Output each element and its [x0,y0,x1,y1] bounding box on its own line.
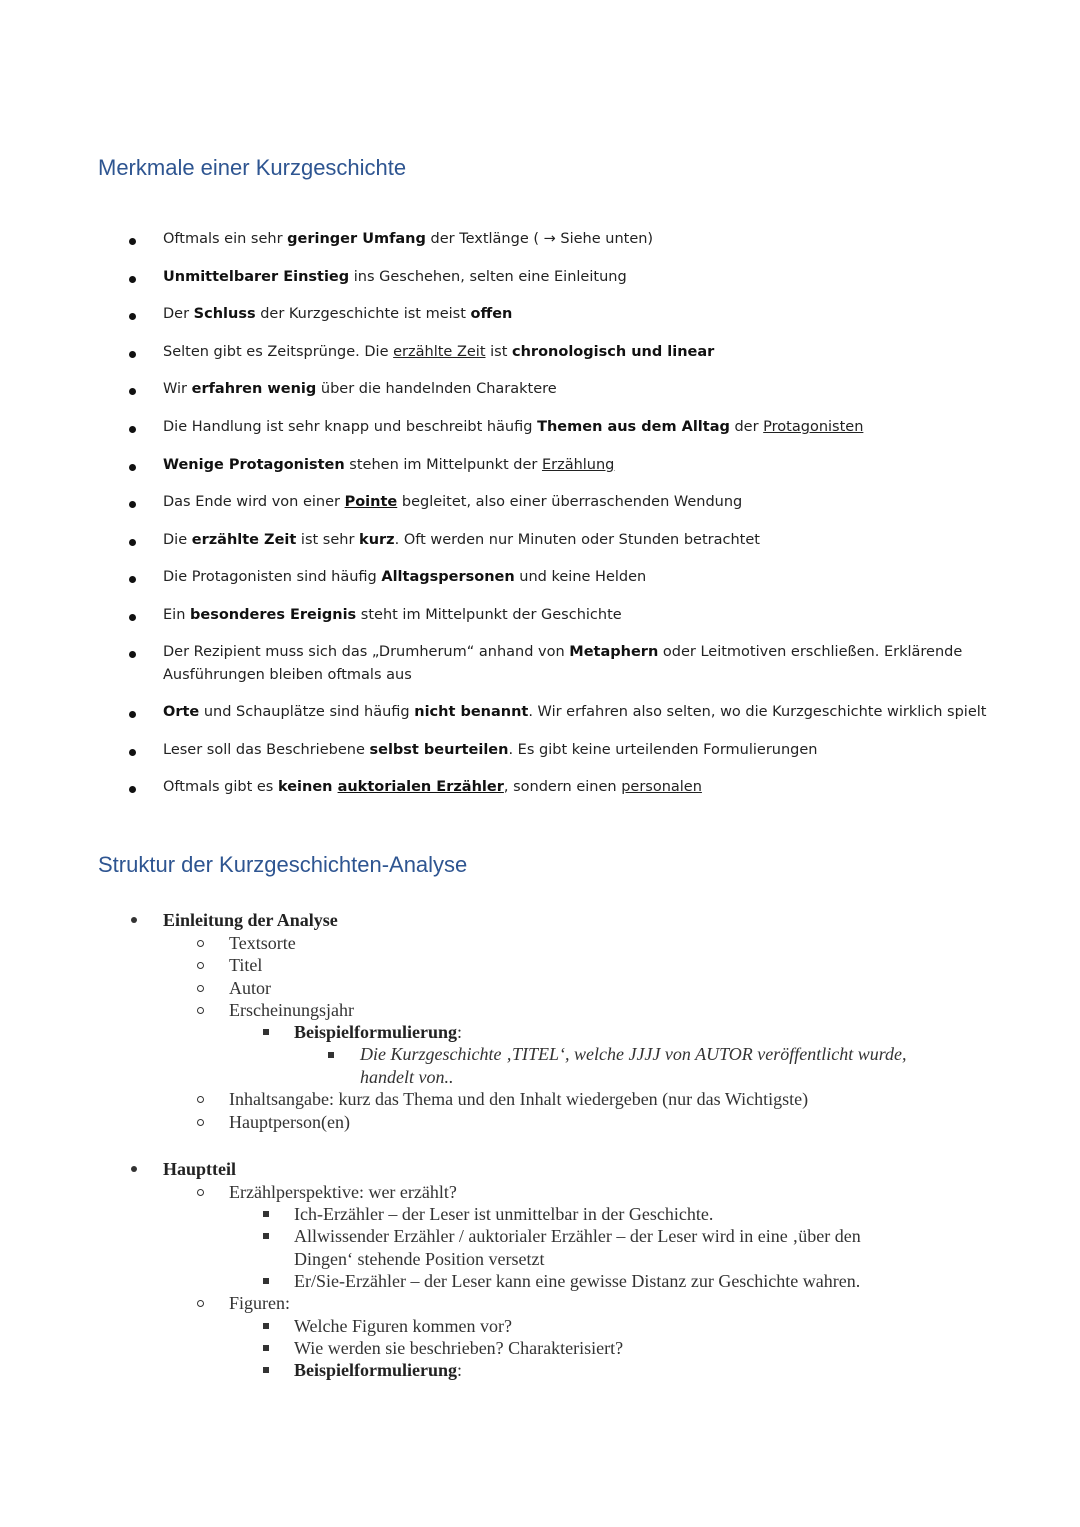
text-run: begleitet, also einer überraschenden Wendung [397,494,743,510]
list-item: Allwissender Erzähler / auktorialer Erzähler – der Leser wird in eine ‚über den [294,1226,861,1246]
text-run: der Textlänge ( → Siehe unten) [425,231,654,247]
section-title-merkmale: Merkmale einer Kurzgeschichte [98,155,407,180]
bullet-dot [129,786,136,793]
text-run: Protagonisten [763,419,864,435]
bullet-dot [129,313,136,320]
text-run: Erzählung [541,457,615,473]
text-run: Oftmals gibt es [163,779,278,795]
text-run: über die handelnden Charaktere [316,381,557,397]
text-run: . Wir erfahren also selten, wo die Kurzgeschichte wirklich spielt [528,704,987,720]
text-run: erzählte Zeit [191,532,297,548]
bullet-dot [129,464,136,471]
text-run: Das Ende wird von einer [163,494,345,510]
text-run: Unmittelbarer Einstieg [163,269,350,285]
text-run: personalen [621,779,702,795]
bullet-circle [197,1007,204,1014]
bullet-square [263,1278,269,1284]
text-run: , sondern einen [503,779,622,795]
text-run: nicht benannt [414,704,529,720]
text-run: . Oft werden nur Minuten oder Stunden betrachtet [394,532,760,548]
feature-text [163,739,993,762]
beispiel-label: Beispielformulierung: [294,1360,463,1380]
list-item: Wie werden sie beschrieben? Charakterisiert? [294,1338,624,1358]
text-run: Der Rezipient muss sich das „Drumherum“ anhand von [163,644,570,660]
text-run: Der [163,306,194,322]
list-item: Figuren: [229,1293,290,1313]
text-run: der Kurzgeschichte ist meist [255,306,471,322]
list-item: Erzählperspektive: wer erzählt? [229,1182,457,1202]
feature-text [163,701,993,724]
text-run: Wenige Protagonisten [163,457,345,473]
text-run: ins Geschehen, selten eine Einleitung [349,269,627,285]
list-item: Inhaltsangabe: kurz das Thema und den Inhalt wiedergeben (nur das Wichtigste) [229,1089,809,1109]
bullet-dot [129,426,136,433]
bullet-square [263,1233,269,1239]
section-title-struktur: Struktur der Kurzgeschichten-Analyse [98,852,468,877]
list-item: Hauptperson(en) [229,1112,350,1132]
bullet-dot [129,351,136,358]
bullet-circle [197,1300,204,1307]
bullet-square [263,1323,269,1329]
feature-text [163,416,993,439]
text-run: . Es gibt keine urteilenden Formulierungen [508,742,818,758]
text-run: erzählte Zeit [393,344,486,360]
bullet-circle [197,985,204,992]
feature-text [163,641,993,687]
bullet-dot [129,614,136,621]
text-run: und Schauplätze sind häufig [199,704,415,720]
list-item: Er/Sie-Erzähler – der Leser kann eine gewisse Distanz zur Geschichte wahren. [294,1271,861,1291]
list-item: Textsorte [229,933,296,953]
text-run: Metaphern [569,644,659,660]
list-item: Welche Figuren kommen vor? [294,1316,512,1336]
feature-text [163,266,993,289]
beispiel-line-2: handelt von.. [360,1067,454,1087]
text-run: chronologisch und linear [512,344,715,360]
text-run: erfahren wenig [191,381,317,397]
bullet-dot [129,749,136,756]
bullet-circle [197,1096,204,1103]
bullet-dot [129,501,136,508]
beispiel-line-1: Die Kurzgeschichte ‚TITEL‘, welche JJJJ von AUTOR veröffentlicht wurde, [360,1044,907,1064]
bullet-dot [131,917,137,923]
text-run: oder Leitmotiven erschließen. Erklärende Ausführungen bleiben oftmals aus [163,644,963,683]
feature-text [163,566,993,589]
bullet-square [263,1367,269,1373]
text-run: Wir [163,381,192,397]
text-run: Leser soll das Beschriebene [163,742,370,758]
text-run: und keine Helden [514,569,647,585]
text-run: Die Protagonisten sind häufig [163,569,382,585]
feature-text [163,776,993,799]
feature-text [163,228,993,251]
text-run: Pointe [344,494,398,510]
bullet-square [263,1345,269,1351]
feature-text [163,529,993,552]
list-item: Autor [229,978,271,998]
bullet-circle [197,1189,204,1196]
bullet-dot [129,711,136,718]
text-run: geringer Umfang [287,231,426,247]
list-item-continued: Dingen‘ stehende Position versetzt [294,1249,545,1269]
text-run: selbst beurteilen [369,742,509,758]
bullet-dot [129,651,136,658]
bullet-dot [129,276,136,283]
text-run: Alltagspersonen [381,569,515,585]
list-item: Titel [229,955,263,975]
bullet-dot [129,576,136,583]
bullet-square [263,1211,269,1217]
text-run: offen [470,306,513,322]
text-run: Die Handlung ist sehr knapp und beschreibt häufig [163,419,538,435]
bullet-dot [129,238,136,245]
text-run: Selten gibt es Zeitsprünge. Die [163,344,394,360]
list-item: Erscheinungsjahr [229,1000,354,1020]
bullet-circle [197,1119,204,1126]
hauptteil-heading: Hauptteil [163,1159,237,1179]
beispiel-label: Beispielformulierung: [294,1022,463,1042]
bullet-dot [129,388,136,395]
text-run: Themen aus dem Alltag [537,419,730,435]
feature-text [163,491,993,514]
text-run: keinen [277,779,338,795]
text-run: der [729,419,764,435]
feature-text [163,454,993,477]
feature-text [163,341,993,364]
bullet-square [328,1052,334,1058]
bullet-circle [197,940,204,947]
text-run: auktorialen Erzähler [337,779,504,795]
list-item: Ich-Erzähler – der Leser ist unmittelbar in der Geschichte. [294,1204,714,1224]
text-run: Die [163,532,192,548]
bullet-circle [197,962,204,969]
bullet-square [263,1029,269,1035]
text-run: ist sehr [296,532,360,548]
bullet-dot [131,1166,137,1172]
text-run: Orte [163,704,200,720]
text-run: Ein [163,607,190,623]
text-run: Schluss [193,306,256,322]
text-run: stehen im Mittelpunkt der [344,457,542,473]
feature-text [163,604,993,627]
text-run: steht im Mittelpunkt der Geschichte [356,607,622,623]
text-run: kurz [359,532,395,548]
text-run: besonderes Ereignis [190,607,357,623]
bullet-dot [129,539,136,546]
text-run: Oftmals ein sehr [163,231,288,247]
text-run: ist [485,344,513,360]
feature-text [163,303,993,326]
feature-text [163,378,993,401]
einleitung-heading: Einleitung der Analyse [163,910,338,930]
